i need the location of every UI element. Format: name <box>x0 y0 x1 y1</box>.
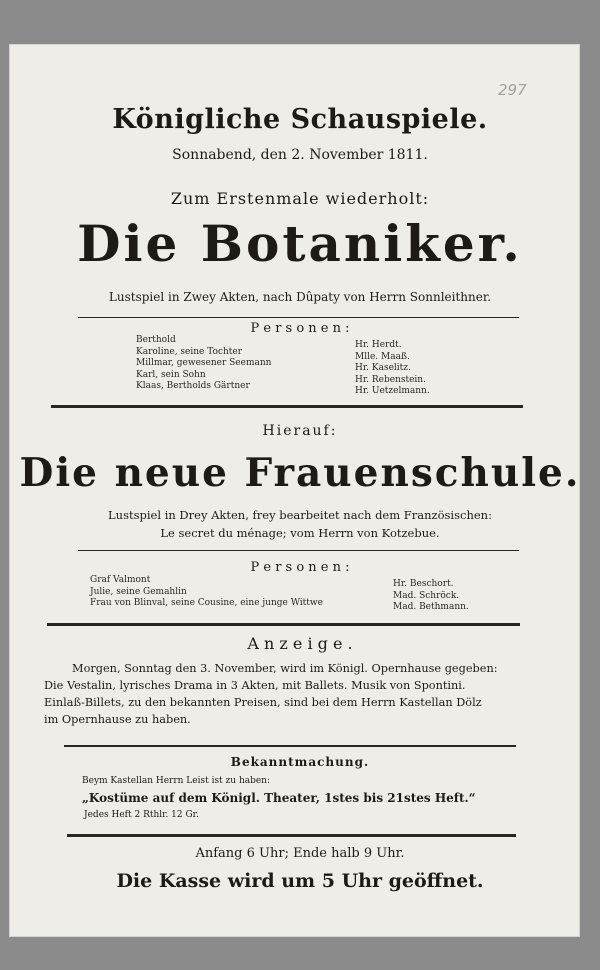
play1-title: Die Botaniker. <box>77 214 523 273</box>
play2-subtitle-2: Le secret du ménage; vom Herrn von Kotzebue. <box>160 526 440 540</box>
box-office-opening: Die Kasse wird um 5 Uhr geöffnet. <box>116 870 484 892</box>
section-divider <box>51 405 523 408</box>
play2-subtitle: Lustspiel in Drey Akten, frey bearbeitet nach dem Französischen: <box>108 508 492 522</box>
role: Frau von Blinval, seine Cousine, eine junge Wittwe <box>90 598 323 608</box>
play2-announcement: Hierauf: <box>262 423 338 439</box>
divider <box>78 317 519 318</box>
play2-actors <box>393 579 469 614</box>
play1-subtitle: Lustspiel in Zwey Akten, nach Dûpaty von Herrn Sonnleithner. <box>108 290 492 304</box>
bekanntmachung-line: „Kostüme auf dem Königl. Theater, 1stes bis 21stes Heft.“ <box>82 791 476 805</box>
bekanntmachung-line: Beym Kastellan Herrn Leist ist zu haben: <box>82 776 271 786</box>
theater-name: Königliche Schauspiele. <box>112 104 488 135</box>
actor: Mad. Schröck. <box>393 590 460 601</box>
actor: Hr. Beschort. <box>393 579 454 589</box>
play2-personen-heading: P e r s o n e n : <box>250 560 350 575</box>
role: Graf Valmont <box>90 575 151 585</box>
play1-roles <box>136 335 271 393</box>
role: Klaas, Bertholds Gärtner <box>136 381 250 391</box>
play2-roles <box>90 575 323 610</box>
anzeige-line: Morgen, Sonntag den 3. November, wird im Königl. Opernhause gegeben: <box>72 662 498 675</box>
anzeige-heading: A n z e i g e . <box>247 634 353 653</box>
anzeige-line: Einlaß-Billets, zu den bekannten Preisen, sind bei dem Herrn Kastellan Dölz <box>44 696 482 709</box>
role: Karl, sein Sohn <box>136 369 206 380</box>
actor: Hr. Rebenstein. <box>355 374 426 385</box>
section-divider <box>67 834 516 837</box>
divider <box>78 550 519 551</box>
role: Karoline, seine Tochter <box>136 346 243 357</box>
play1-personen-heading: P e r s o n e n : <box>250 321 350 336</box>
role: Berthold <box>136 335 176 345</box>
section-divider <box>47 623 520 626</box>
bekanntmachung-heading: Bekanntmachung. <box>230 755 370 769</box>
bekanntmachung-line: Jedes Heft 2 Rthlr. 12 Gr. <box>84 810 199 820</box>
start-end-times: Anfang 6 Uhr; Ende halb 9 Uhr. <box>195 846 405 861</box>
play1-announcement: Zum Erstenmale wiederholt: <box>170 189 430 208</box>
section-divider <box>64 745 516 747</box>
actor: Hr. Herdt. <box>355 340 402 350</box>
actor: Mad. Bethmann. <box>393 602 469 612</box>
anzeige-line: Die Vestalin, lyrisches Drama in 3 Akten, mit Ballets. Musik von Spontini. <box>44 679 466 692</box>
actor: Mlle. Maaß. <box>355 351 410 362</box>
actor: Hr. Uetzelmann. <box>355 386 430 396</box>
play1-actors <box>355 340 430 398</box>
performance-date: Sonnabend, den 2. November 1811. <box>172 147 428 163</box>
anzeige-line: im Opernhause zu haben. <box>44 713 191 726</box>
catalog-number: 297 <box>498 81 527 99</box>
play2-title: Die neue Frauenschule. <box>19 450 581 496</box>
anzeige-body <box>44 660 534 728</box>
actor: Hr. Kaselitz. <box>355 363 411 373</box>
role: Millmar, gewesener Seemann <box>136 358 272 368</box>
role: Julie, seine Gemahlin <box>90 586 187 597</box>
